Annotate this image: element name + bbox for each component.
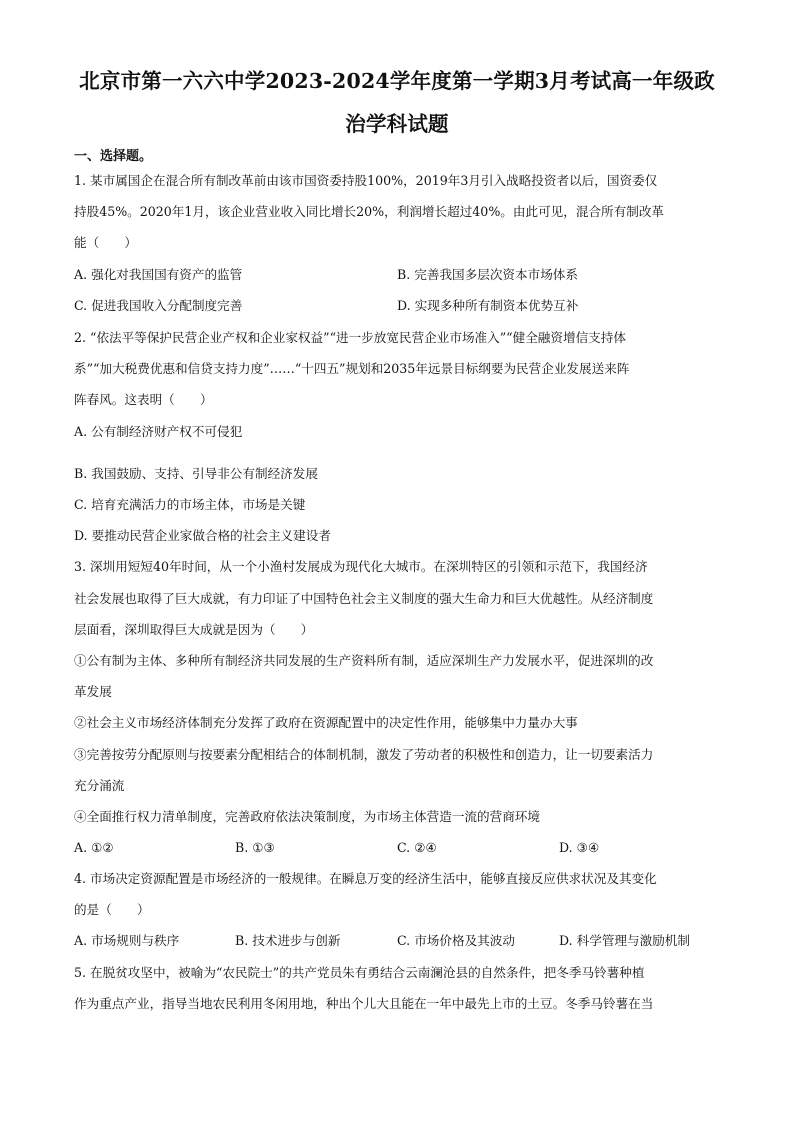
q3-statement: ④全面推行权力清单制度，完善政府依法决策制度，为市场主体营造一流的营商环境 <box>74 809 540 824</box>
q4-option-b: B. 技术进步与创新 <box>235 933 341 948</box>
q2-line: 阵春风。这表明（ ） <box>74 392 213 407</box>
q3-statement: 充分涌流 <box>74 778 125 793</box>
q3-statement: 革发展 <box>74 684 112 699</box>
q3-statement: ②社会主义市场经济体制充分发挥了政府在资源配置中的决定性作用，能够集中力量办大事 <box>74 715 578 730</box>
q2-option-a: A. 公有制经济财产权不可侵犯 <box>74 424 243 439</box>
q2-line: 系”“加大税费优惠和信贷支持力度”……“十四五”规划和2035年远景目标纲要为民营企业发展送来阵 <box>74 361 630 376</box>
q1-line: 能（ ） <box>74 235 137 250</box>
q5-line: 5. 在脱贫攻坚中，被喻为“农民院士”的共产党员朱有勇结合云南澜沧县的自然条件，把冬季马铃薯种植 <box>74 965 645 980</box>
q4-line: 4. 市场决定资源配置是市场经济的一般规律。在瞬息万变的经济生活中，能够直接反应供求状况及其变化 <box>74 871 657 886</box>
q2-option-b: B. 我国鼓励、支持、引导非公有制经济发展 <box>74 466 318 481</box>
q3-option-c: C. ②④ <box>397 840 437 855</box>
q3-line: 社会发展也取得了巨大成就，有力印证了中国特色社会主义制度的强大生命力和巨大优越性。从经济制度 <box>74 591 654 606</box>
q2-option-d: D. 要推动民营企业家做合格的社会主义建设者 <box>74 528 331 543</box>
exam-title-line1: 北京市第一六六中学2023-2024学年度第一学期3月考试高一年级政 <box>79 69 715 93</box>
q3-option-b: B. ①③ <box>235 840 275 855</box>
q3-option-a: A. ①② <box>74 840 114 855</box>
q3-line: 3. 深圳用短短40年时间，从一个小渔村发展成为现代化大城市。在深圳特区的引领和示范下，我国经济 <box>74 559 648 574</box>
q4-line: 的是（ ） <box>74 902 150 917</box>
q4-option-d: D. 科学管理与激励机制 <box>559 933 690 948</box>
q3-statement: ①公有制为主体、多种所有制经济共同发展的生产资料所有制，适应深圳生产力发展水平，促进深圳的改 <box>74 653 654 668</box>
q2-option-c: C. 培育充满活力的市场主体，市场是关键 <box>74 497 306 512</box>
q1-option-a: A. 强化对我国国有资产的监管 <box>74 267 243 282</box>
q4-option-a: A. 市场规则与秩序 <box>74 933 180 948</box>
q1-line: 持股45%。2020年1月，该企业营业收入同比增长20%，利润增长超过40%。由此可见，混合所有制改革 <box>74 204 665 219</box>
q1-option-d: D. 实现多种所有制资本优势互补 <box>397 298 579 313</box>
exam-title-line2: 治学科试题 <box>345 112 449 136</box>
q1-line: 1. 某市属国企在混合所有制改革前由该市国资委持股100%，2019年3月引入战略投资者以后，国资委仅 <box>74 173 658 188</box>
q1-option-b: B. 完善我国多层次资本市场体系 <box>397 267 578 282</box>
section-heading: 一、选择题。 <box>74 149 153 164</box>
q2-line: 2. “依法平等保护民营企业产权和企业家权益”“进一步放宽民营企业市场准入”“健全融资增信支持体 <box>74 330 626 345</box>
q1-option-c: C. 促进我国收入分配制度完善 <box>74 298 243 313</box>
q5-line: 作为重点产业，指导当地农民利用冬闲用地，种出个儿大且能在一年中最先上市的土豆。冬季马铃薯在当 <box>74 996 654 1011</box>
q3-line: 层面看，深圳取得巨大成就是因为（ ） <box>74 622 314 637</box>
q4-option-c: C. 市场价格及其波动 <box>397 933 515 948</box>
q3-option-d: D. ③④ <box>559 840 600 855</box>
q3-statement: ③完善按劳分配原则与按要素分配相结合的体制机制，激发了劳动者的积极性和创造力，让一切要素活力 <box>74 747 654 762</box>
